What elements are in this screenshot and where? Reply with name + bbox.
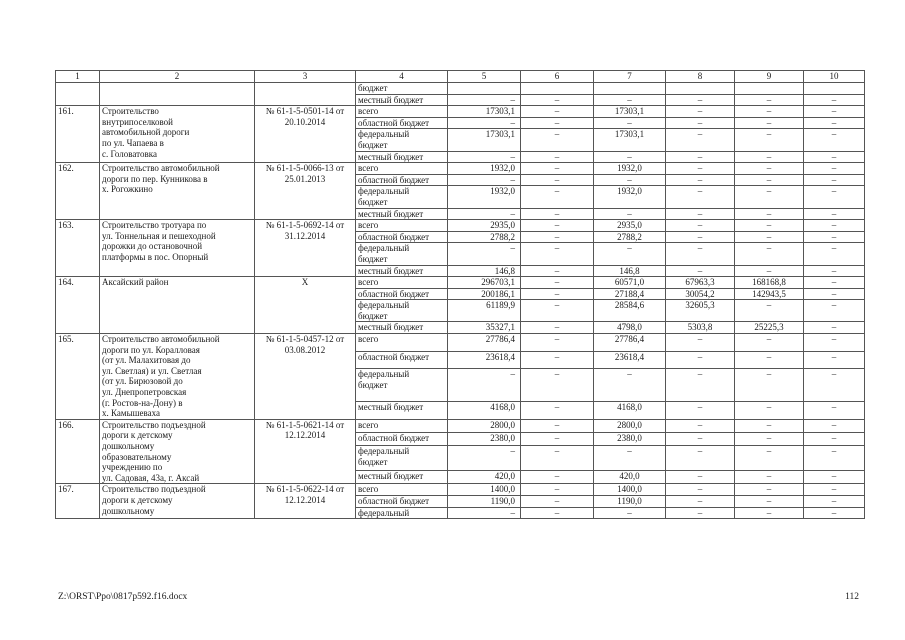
budget-type-cell: федеральный бюджет	[356, 186, 448, 208]
value-cell: 296703,1	[448, 277, 521, 289]
item-number: 163.	[56, 220, 100, 277]
object-name: Строительство внутрипоселковой автомобильной дороги по ул. Чапаева в с. Головатовка	[100, 106, 255, 163]
budget-type-cell: местный бюджет	[356, 94, 448, 106]
budget-type-cell: местный бюджет	[356, 402, 448, 419]
value-cell: –	[521, 507, 594, 519]
value-cell: –	[666, 163, 735, 175]
value-cell: 23618,4	[448, 351, 521, 368]
budget-type-cell: областной бюджет	[356, 231, 448, 243]
budget-type-cell: всего	[356, 334, 448, 351]
budget-type-cell: областной бюджет	[356, 351, 448, 368]
value-cell: –	[735, 368, 804, 401]
expertise-document: № 61-1-5-0621-14 от 12.12.2014	[255, 419, 356, 484]
value-cell: –	[666, 368, 735, 401]
footer-file-path: Z:\ORST\Ppo\0817p592.f16.docx	[58, 592, 188, 602]
value-cell: –	[521, 265, 594, 277]
item-number: 162.	[56, 163, 100, 220]
budget-type-cell: областной бюджет	[356, 432, 448, 445]
column-number: 4	[356, 71, 448, 83]
value-cell: –	[594, 117, 666, 129]
table-row	[56, 419, 865, 432]
value-cell: –	[448, 94, 521, 106]
budget-type-cell: областной бюджет	[356, 117, 448, 129]
value-cell: –	[521, 446, 594, 471]
value-cell: –	[735, 231, 804, 243]
value-cell: –	[521, 471, 594, 484]
budget-type-cell: федеральный бюджет	[356, 368, 448, 401]
budget-type-cell: всего	[356, 163, 448, 175]
value-cell: –	[735, 174, 804, 186]
budget-type-cell: всего	[356, 277, 448, 289]
item-number: 165.	[56, 334, 100, 420]
value-cell: –	[735, 117, 804, 129]
value-cell: –	[804, 484, 865, 496]
value-cell: –	[735, 129, 804, 151]
cell-document	[255, 83, 356, 106]
value-cell: 420,0	[594, 471, 666, 484]
cell-number	[56, 83, 100, 106]
column-number: 8	[666, 71, 735, 83]
value-cell: –	[521, 208, 594, 220]
value-cell: 200186,1	[448, 288, 521, 300]
value-cell: –	[666, 471, 735, 484]
value-cell: 27188,4	[594, 288, 666, 300]
value-cell: –	[735, 334, 804, 351]
column-number: 9	[735, 71, 804, 83]
item-number: 161.	[56, 106, 100, 163]
column-number: 2	[100, 71, 255, 83]
value-cell: –	[521, 288, 594, 300]
object-name: Строительство подъездной дороги к детскому дошкольному	[100, 484, 255, 519]
item-number: 166.	[56, 419, 100, 484]
value-cell: –	[521, 106, 594, 118]
value-cell: –	[521, 174, 594, 186]
object-name: Строительство подъездной дороги к детскому дошкольному образовательному учреждению по ул. Садовая, 43а, г. Аксай	[100, 419, 255, 484]
expertise-document: № 61-1-5-0692-14 от 31.12.2014	[255, 220, 356, 277]
value-cell: –	[521, 484, 594, 496]
budget-table	[55, 70, 865, 519]
value-cell: –	[804, 117, 865, 129]
column-number: 7	[594, 71, 666, 83]
value-cell: –	[666, 351, 735, 368]
value-cell: –	[804, 471, 865, 484]
value-cell	[735, 83, 804, 95]
value-cell: –	[735, 163, 804, 175]
value-cell: –	[735, 151, 804, 163]
value-cell: –	[804, 243, 865, 265]
column-number: 10	[804, 71, 865, 83]
value-cell: –	[448, 208, 521, 220]
column-number: 3	[255, 71, 356, 83]
expertise-document: Х	[255, 277, 356, 334]
value-cell: 4798,0	[594, 322, 666, 334]
value-cell: –	[666, 402, 735, 419]
value-cell: 146,8	[594, 265, 666, 277]
value-cell: –	[804, 419, 865, 432]
value-cell: –	[521, 129, 594, 151]
budget-type-cell: областной бюджет	[356, 495, 448, 507]
value-cell: 2800,0	[594, 419, 666, 432]
value-cell: –	[804, 265, 865, 277]
value-cell: –	[666, 186, 735, 208]
value-cell: 1932,0	[448, 163, 521, 175]
budget-type-cell: федеральный бюджет	[356, 300, 448, 322]
value-cell: –	[666, 265, 735, 277]
value-cell: 2788,2	[594, 231, 666, 243]
value-cell: –	[735, 484, 804, 496]
value-cell: –	[804, 277, 865, 289]
value-cell: –	[594, 507, 666, 519]
value-cell: –	[521, 334, 594, 351]
column-number-row	[56, 71, 865, 83]
value-cell: 25225,3	[735, 322, 804, 334]
budget-type-cell: всего	[356, 484, 448, 496]
column-number: 1	[56, 71, 100, 83]
object-name: Строительство автомобильной дороги по ул. Коралловая (от ул. Малахитовая до ул. Светлая) и ул. Светлая (от ул. Бирюзовой до ул. Днепропетровская (г. Ростов-на-Дону) в х. Камышеваха	[100, 334, 255, 420]
value-cell: 1932,0	[594, 163, 666, 175]
value-cell: –	[666, 129, 735, 151]
value-cell: 27786,4	[448, 334, 521, 351]
value-cell: –	[666, 334, 735, 351]
value-cell: –	[448, 151, 521, 163]
value-cell: 1400,0	[448, 484, 521, 496]
value-cell: 28584,6	[594, 300, 666, 322]
value-cell: 142943,5	[735, 288, 804, 300]
expertise-document: № 61-1-5-0457-12 от 03.08.2012	[255, 334, 356, 420]
value-cell: –	[804, 446, 865, 471]
value-cell: –	[735, 186, 804, 208]
value-cell: –	[521, 419, 594, 432]
value-cell: 146,8	[448, 265, 521, 277]
table-row	[56, 277, 865, 289]
budget-type-cell: местный бюджет	[356, 322, 448, 334]
value-cell: –	[735, 351, 804, 368]
value-cell: 2380,0	[448, 432, 521, 445]
budget-type-cell: федеральный бюджет	[356, 243, 448, 265]
value-cell: –	[594, 243, 666, 265]
page-number: 112	[845, 592, 859, 602]
value-cell: –	[594, 174, 666, 186]
value-cell: –	[666, 231, 735, 243]
value-cell	[804, 83, 865, 95]
value-cell: –	[804, 368, 865, 401]
value-cell: 1400,0	[594, 484, 666, 496]
column-number: 5	[448, 71, 521, 83]
item-number: 167.	[56, 484, 100, 519]
value-cell: 1190,0	[448, 495, 521, 507]
value-cell: –	[666, 484, 735, 496]
value-cell: –	[804, 288, 865, 300]
value-cell: –	[735, 432, 804, 445]
value-cell: 2380,0	[594, 432, 666, 445]
value-cell: 67963,3	[666, 277, 735, 289]
value-cell: –	[448, 117, 521, 129]
value-cell: –	[521, 322, 594, 334]
value-cell: 4168,0	[594, 402, 666, 419]
object-name: Аксайский район	[100, 277, 255, 334]
value-cell: –	[666, 220, 735, 232]
value-cell: –	[735, 446, 804, 471]
value-cell: –	[804, 351, 865, 368]
value-cell: –	[804, 300, 865, 322]
value-cell: 2935,0	[448, 220, 521, 232]
value-cell: –	[735, 220, 804, 232]
value-cell: –	[521, 151, 594, 163]
value-cell: 420,0	[448, 471, 521, 484]
value-cell: –	[735, 300, 804, 322]
value-cell: –	[804, 163, 865, 175]
value-cell: –	[521, 243, 594, 265]
value-cell: 2800,0	[448, 419, 521, 432]
object-name: Строительство тротуара по ул. Тоннельная и пешеходной дорожки до остановочной платформы в пос. Опорный	[100, 220, 255, 277]
value-cell: –	[594, 446, 666, 471]
value-cell: –	[448, 446, 521, 471]
value-cell: 32605,3	[666, 300, 735, 322]
value-cell: –	[804, 402, 865, 419]
value-cell: –	[521, 277, 594, 289]
value-cell: 23618,4	[594, 351, 666, 368]
budget-type-cell: всего	[356, 419, 448, 432]
value-cell: 1190,0	[594, 495, 666, 507]
value-cell: –	[448, 174, 521, 186]
expertise-document: № 61-1-5-0622-14 от 12.12.2014	[255, 484, 356, 519]
value-cell: –	[448, 507, 521, 519]
value-cell: –	[521, 368, 594, 401]
budget-type-cell: всего	[356, 106, 448, 118]
value-cell: 4168,0	[448, 402, 521, 419]
value-cell: 17303,1	[448, 129, 521, 151]
value-cell: –	[666, 174, 735, 186]
value-cell: 17303,1	[594, 106, 666, 118]
value-cell: 35327,1	[448, 322, 521, 334]
value-cell	[594, 83, 666, 95]
value-cell: –	[521, 300, 594, 322]
value-cell: –	[666, 446, 735, 471]
value-cell: –	[594, 368, 666, 401]
value-cell: 17303,1	[594, 129, 666, 151]
value-cell: –	[804, 220, 865, 232]
value-cell: –	[735, 419, 804, 432]
value-cell: –	[804, 186, 865, 208]
value-cell: –	[521, 351, 594, 368]
budget-type-cell: федеральный	[356, 507, 448, 519]
value-cell: –	[666, 117, 735, 129]
value-cell: –	[804, 129, 865, 151]
value-cell: –	[804, 151, 865, 163]
value-cell: –	[735, 471, 804, 484]
value-cell: –	[666, 419, 735, 432]
value-cell: –	[448, 368, 521, 401]
budget-type-cell: федеральный бюджет	[356, 129, 448, 151]
value-cell: –	[804, 106, 865, 118]
value-cell: –	[521, 163, 594, 175]
budget-type-cell: всего	[356, 220, 448, 232]
budget-type-cell: местный бюджет	[356, 151, 448, 163]
value-cell: –	[521, 220, 594, 232]
value-cell: –	[521, 432, 594, 445]
budget-type-cell: местный бюджет	[356, 208, 448, 220]
value-cell: 2788,2	[448, 231, 521, 243]
value-cell: –	[804, 334, 865, 351]
budget-type-cell: областной бюджет	[356, 174, 448, 186]
budget-type-cell: местный бюджет	[356, 471, 448, 484]
value-cell: –	[735, 507, 804, 519]
value-cell: 60571,0	[594, 277, 666, 289]
table-row	[56, 220, 865, 232]
value-cell: –	[735, 265, 804, 277]
value-cell: –	[804, 174, 865, 186]
value-cell: –	[666, 106, 735, 118]
value-cell: –	[804, 507, 865, 519]
value-cell: –	[735, 208, 804, 220]
value-cell: –	[594, 94, 666, 106]
table-row	[56, 83, 865, 95]
budget-type-cell: бюджет	[356, 83, 448, 95]
value-cell: 5303,8	[666, 322, 735, 334]
value-cell	[448, 83, 521, 95]
budget-type-cell: местный бюджет	[356, 265, 448, 277]
value-cell: 1932,0	[594, 186, 666, 208]
value-cell: –	[521, 117, 594, 129]
value-cell	[521, 83, 594, 95]
value-cell: –	[521, 186, 594, 208]
value-cell: –	[594, 208, 666, 220]
cell-object-name	[100, 83, 255, 106]
value-cell: –	[521, 495, 594, 507]
value-cell: –	[666, 243, 735, 265]
value-cell: 2935,0	[594, 220, 666, 232]
value-cell: –	[521, 231, 594, 243]
value-cell: –	[804, 94, 865, 106]
value-cell: –	[804, 432, 865, 445]
budget-type-cell: федеральный бюджет	[356, 446, 448, 471]
value-cell: –	[735, 94, 804, 106]
expertise-document: № 61-1-5-0501-14 от 20.10.2014	[255, 106, 356, 163]
value-cell: 1932,0	[448, 186, 521, 208]
budget-type-cell: областной бюджет	[356, 288, 448, 300]
value-cell: –	[594, 151, 666, 163]
value-cell: –	[666, 495, 735, 507]
value-cell	[666, 83, 735, 95]
value-cell: –	[666, 507, 735, 519]
value-cell: –	[666, 208, 735, 220]
value-cell: 168168,8	[735, 277, 804, 289]
value-cell: –	[804, 322, 865, 334]
value-cell: 17303,1	[448, 106, 521, 118]
table-row	[56, 334, 865, 351]
table-row	[56, 484, 865, 496]
value-cell: –	[735, 106, 804, 118]
value-cell: –	[735, 495, 804, 507]
value-cell: –	[804, 208, 865, 220]
table-row	[56, 106, 865, 118]
value-cell: –	[804, 495, 865, 507]
value-cell: –	[804, 231, 865, 243]
value-cell: –	[666, 432, 735, 445]
value-cell: –	[666, 151, 735, 163]
object-name: Строительство автомобильной дороги по пер. Кунникова в х. Рогожкино	[100, 163, 255, 220]
value-cell: –	[521, 402, 594, 419]
value-cell: –	[666, 94, 735, 106]
value-cell: –	[735, 402, 804, 419]
value-cell: –	[735, 243, 804, 265]
value-cell: 27786,4	[594, 334, 666, 351]
value-cell: 30054,2	[666, 288, 735, 300]
value-cell: 61189,9	[448, 300, 521, 322]
column-number: 6	[521, 71, 594, 83]
item-number: 164.	[56, 277, 100, 334]
table-row	[56, 163, 865, 175]
value-cell: –	[521, 94, 594, 106]
value-cell: –	[448, 243, 521, 265]
expertise-document: № 61-1-5-0066-13 от 25.01.2013	[255, 163, 356, 220]
